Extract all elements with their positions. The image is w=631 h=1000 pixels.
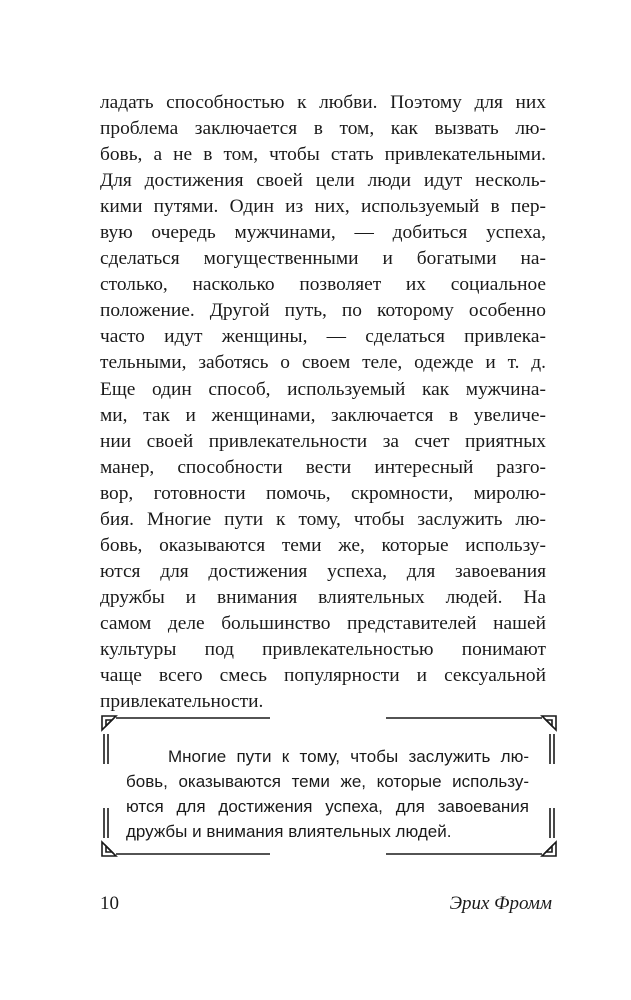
body-line: часто идут женщины, — сделаться привлека- bbox=[100, 326, 546, 348]
running-footer-author: Эрих Фромм bbox=[449, 893, 552, 914]
body-line: ладать способностью к любви. Поэтому для них bbox=[100, 92, 546, 113]
body-line: положение. Другой путь, по которому особенно bbox=[100, 300, 546, 322]
body-text bbox=[100, 90, 546, 715]
body-line: ми, так и женщинами, заключается в увеличе- bbox=[100, 404, 546, 426]
body-line: самом деле большинство представителей нашей bbox=[100, 612, 546, 634]
body-line: вор, готовности помочь, скромности, миролю- bbox=[100, 482, 546, 504]
body-line: тельными, заботясь о своем теле, одежде и т. д. bbox=[100, 352, 546, 374]
body-line: Для достижения своей цели люди идут несколь- bbox=[100, 170, 546, 192]
body-line: привлекательности. bbox=[100, 691, 264, 713]
pull-quote-text bbox=[126, 744, 529, 844]
body-line: дружбы и внимания влиятельных людей. На bbox=[100, 586, 546, 608]
body-line: кими путями. Один из них, используемый в пер- bbox=[100, 196, 546, 218]
body-line: манер, способности вести интересный разго- bbox=[100, 456, 546, 478]
body-line: проблема заключается в том, как вызвать лю- bbox=[100, 118, 546, 140]
body-line: чаще всего смесь популярности и сексуальной bbox=[100, 665, 546, 687]
body-line: столько, насколько позволяет их социальное bbox=[100, 274, 546, 296]
body-line: бовь, а не в том, чтобы стать привлекательными. bbox=[100, 144, 546, 166]
body-line: вую очередь мужчинами, — добиться успеха, bbox=[100, 222, 546, 244]
body-line: бия. Многие пути к тому, чтобы заслужить лю- bbox=[100, 508, 546, 530]
quote-line: Многие пути к тому, чтобы заслужить лю- bbox=[168, 747, 529, 766]
page-footer bbox=[100, 893, 552, 919]
page-number: 10 bbox=[100, 893, 119, 914]
quote-line: ются для достижения успеха, для завоевания bbox=[126, 797, 529, 816]
pull-quote-box bbox=[100, 712, 558, 860]
body-line: сделаться могущественными и богатыми на- bbox=[100, 248, 546, 270]
body-line: Еще один способ, используемый как мужчина- bbox=[100, 378, 546, 400]
quote-line: дружбы и внимания влиятельных людей. bbox=[126, 822, 452, 841]
body-line: ются для достижения успеха, для завоевания bbox=[100, 560, 546, 582]
body-line: бовь, оказываются теми же, которые использу- bbox=[100, 534, 546, 556]
body-line: культуры под привлекательностью понимают bbox=[100, 638, 546, 660]
body-line: нии своей привлекательности за счет приятных bbox=[100, 430, 546, 452]
quote-line: бовь, оказываются теми же, которые использу- bbox=[126, 772, 529, 791]
